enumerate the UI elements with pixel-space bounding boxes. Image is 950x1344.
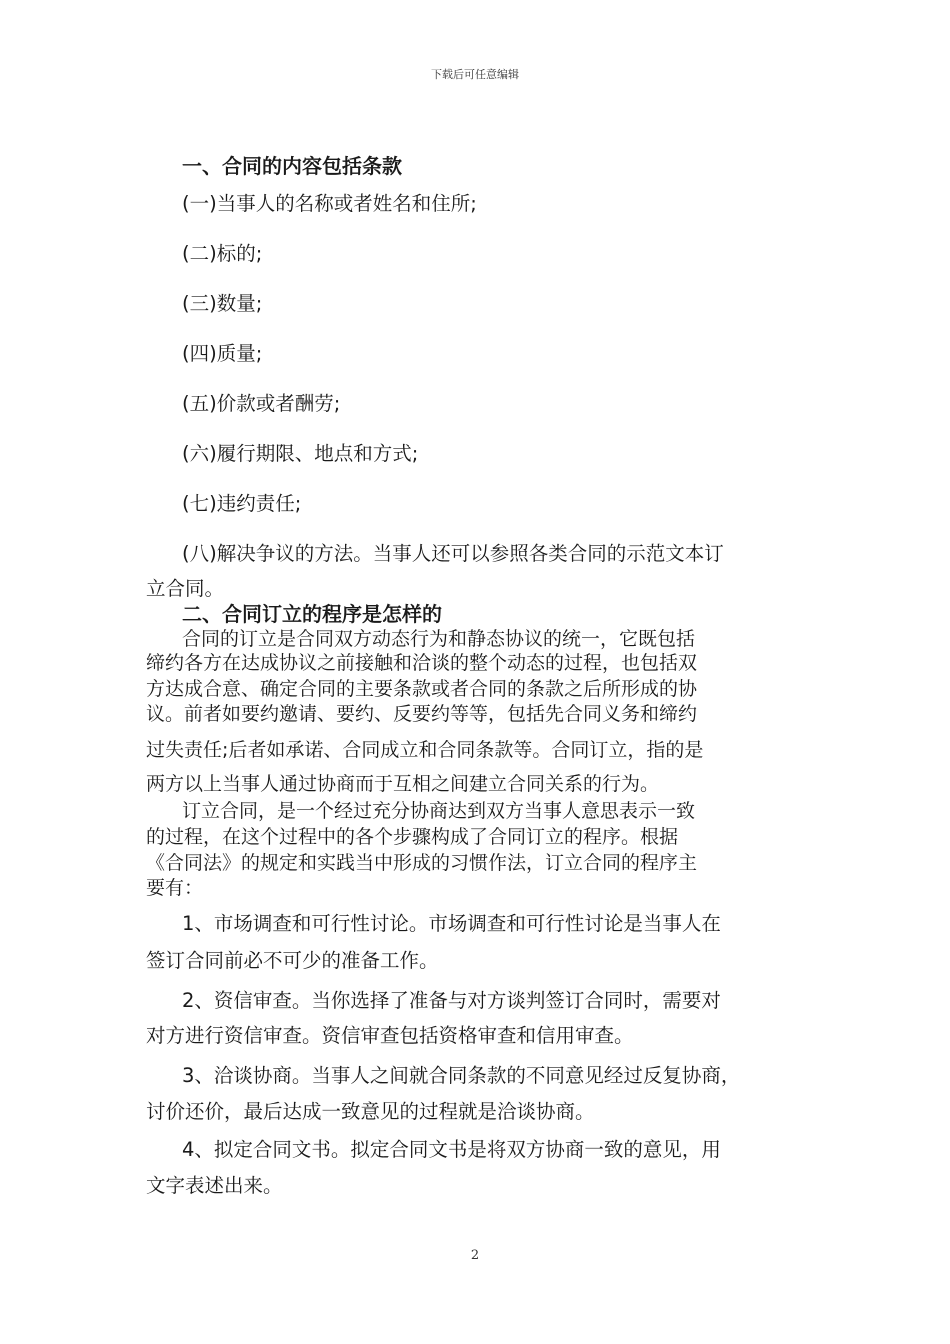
clause-item-8-line2: 立合同。	[146, 577, 225, 600]
para2-line: 订立合同，是一个经过充分协商达到双方当事人意思表示一致	[182, 800, 696, 822]
para2-line: 《合同法》的规定和实践当中形成的习惯作法，订立合同的程序主	[146, 852, 698, 874]
clause-item: (三)数量;	[182, 292, 263, 315]
step-line2: 签订合同前必不可少的准备工作。	[146, 949, 439, 972]
clause-item: (七)违约责任;	[182, 492, 302, 515]
step-line1: 1、市场调查和可行性讨论。市场调查和可行性讨论是当事人在	[182, 912, 721, 935]
para2-line: 要有：	[146, 877, 204, 899]
para2-line: 的过程，在这个过程中的各个步骤构成了合同订立的程序。根据	[146, 826, 679, 848]
step-line1: 4、拟定合同文书。拟定合同文书是将双方协商一致的意见，用	[182, 1138, 721, 1161]
para1-line: 方达成合意、确定合同的主要条款或者合同的条款之后所形成的协	[146, 678, 698, 700]
clause-item: (五)价款或者酬劳;	[182, 392, 341, 415]
step-line1: 3、洽谈协商。当事人之间就合同条款的不同意见经过反复协商，	[182, 1064, 741, 1087]
clause-item-8-line1: (八)解决争议的方法。当事人还可以参照各类合同的示范文本订	[182, 542, 724, 565]
step-line2: 文字表述出来。	[146, 1174, 283, 1197]
para1-line: 合同的订立是合同双方动态行为和静态协议的统一，它既包括	[182, 628, 696, 650]
header-note: 下载后可任意编辑	[431, 68, 519, 81]
page-number: 2	[470, 1248, 480, 1263]
clause-item: (一)当事人的名称或者姓名和住所;	[182, 192, 477, 215]
section1-title: 一、合同的内容包括条款	[182, 154, 402, 178]
para1-line: 缔约各方在达成协议之前接触和洽谈的整个动态的过程，也包括双	[146, 652, 698, 674]
para1-line: 两方以上当事人通过协商而于互相之间建立合同关系的行为。	[146, 773, 660, 795]
clause-item: (四)质量;	[182, 342, 263, 365]
step-line2: 讨价还价，最后达成一致意见的过程就是洽谈协商。	[146, 1100, 595, 1123]
para1-line: 过失责任;后者如承诺、合同成立和合同条款等。合同订立，指的是	[146, 739, 704, 761]
clause-item: (六)履行期限、地点和方式;	[182, 442, 419, 465]
clause-item: (二)标的;	[182, 242, 263, 265]
step-line1: 2、资信审查。当你选择了准备与对方谈判签订合同时，需要对	[182, 989, 721, 1012]
section2-title: 二、合同订立的程序是怎样的	[182, 602, 442, 626]
para1-line: 议。前者如要约邀请、要约、反要约等等，包括先合同义务和缔约	[146, 703, 698, 725]
step-line2: 对方进行资信审查。资信审查包括资格审查和信用审查。	[146, 1024, 634, 1047]
